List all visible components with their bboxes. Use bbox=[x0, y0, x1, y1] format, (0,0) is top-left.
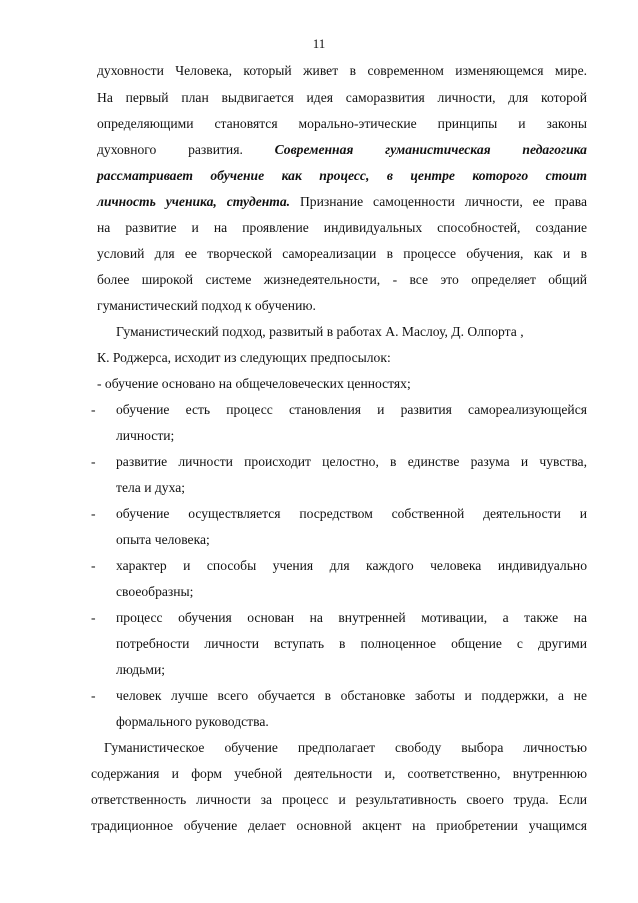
text-span: духовного развития. bbox=[97, 142, 243, 157]
text-line: содержания и форм учебной деятельности и, соответственно, внутреннюю bbox=[91, 766, 587, 781]
bold-text: Современная гуманистическая педагогика bbox=[274, 142, 587, 157]
text-line: традиционное обучение делает основной акцент на приобретении учащимся bbox=[91, 818, 587, 833]
list-item-line: людьми; bbox=[116, 662, 166, 677]
list-item-line: тела и духа; bbox=[116, 480, 186, 495]
text-line: Гуманистический подход, развитый в работах А. Маслоу, Д. Олпорта , bbox=[116, 324, 524, 339]
text-line: На первый план выдвигается идея саморазвития личности, для которой bbox=[97, 90, 587, 105]
text-line: более широкой системе жизнедеятельности, - все это определяет общий bbox=[97, 272, 587, 287]
bold-text: рассматривает обучение как процесс, в центре которого стоит bbox=[97, 168, 587, 183]
text-span: Признание самоценности личности, ее права bbox=[299, 194, 587, 209]
text-line: - обучение основано на общечеловеческих ценностях; bbox=[97, 376, 411, 391]
text-line: условий для ее творческой самореализации в процессе обучения, как и в bbox=[97, 246, 587, 261]
bold-text-line bbox=[97, 166, 587, 186]
list-dash: - bbox=[91, 688, 96, 703]
text-line: К. Роджерса, исходит из следующих предпосылок: bbox=[97, 350, 391, 365]
list-item-line: процесс обучения основан на внутренней мотивации, а также на bbox=[116, 610, 587, 625]
text-line: Гуманистическое обучение предполагает свободу выбора личностью bbox=[104, 740, 587, 755]
list-item-line: характер и способы учения для каждого человека индивидуально bbox=[116, 558, 587, 573]
list-item-line: человек лучше всего обучается в обстановке заботы и поддержки, а не bbox=[116, 688, 587, 703]
list-item-line: обучение есть процесс становления и развития самореализующейся bbox=[116, 402, 587, 417]
list-dash: - bbox=[91, 558, 96, 573]
list-dash: - bbox=[91, 454, 96, 469]
list-item-line: обучение осуществляется посредством собственной деятельности и bbox=[116, 506, 587, 521]
text-line bbox=[97, 192, 587, 212]
list-dash: - bbox=[91, 506, 96, 521]
list-item-line: формального руководства. bbox=[116, 714, 269, 729]
text-line: духовности Человека, который живет в современном изменяющемся мире. bbox=[97, 63, 587, 78]
bold-text: личность ученика, студента. bbox=[97, 194, 291, 209]
text-line: определяющими становятся морально-этические принципы и законы bbox=[97, 116, 587, 131]
text-line: ответственность личности за процесс и результативность своего труда. Если bbox=[91, 792, 587, 807]
text-line bbox=[97, 140, 587, 160]
page-number: 11 bbox=[312, 36, 326, 51]
list-dash: - bbox=[91, 610, 96, 625]
text-line: на развитие и на проявление индивидуальных способностей, создание bbox=[97, 220, 587, 235]
list-item-line: опыта человека; bbox=[116, 532, 210, 547]
list-dash: - bbox=[91, 402, 96, 417]
list-item-line: личности; bbox=[116, 428, 175, 443]
list-item-line: развитие личности происходит целостно, в единстве разума и чувства, bbox=[116, 454, 587, 469]
text-line: гуманистический подход к обучению. bbox=[97, 298, 316, 313]
list-item-line: потребности личности вступать в полноценное общение с другими bbox=[116, 636, 587, 651]
list-item-line: своеобразны; bbox=[116, 584, 194, 599]
